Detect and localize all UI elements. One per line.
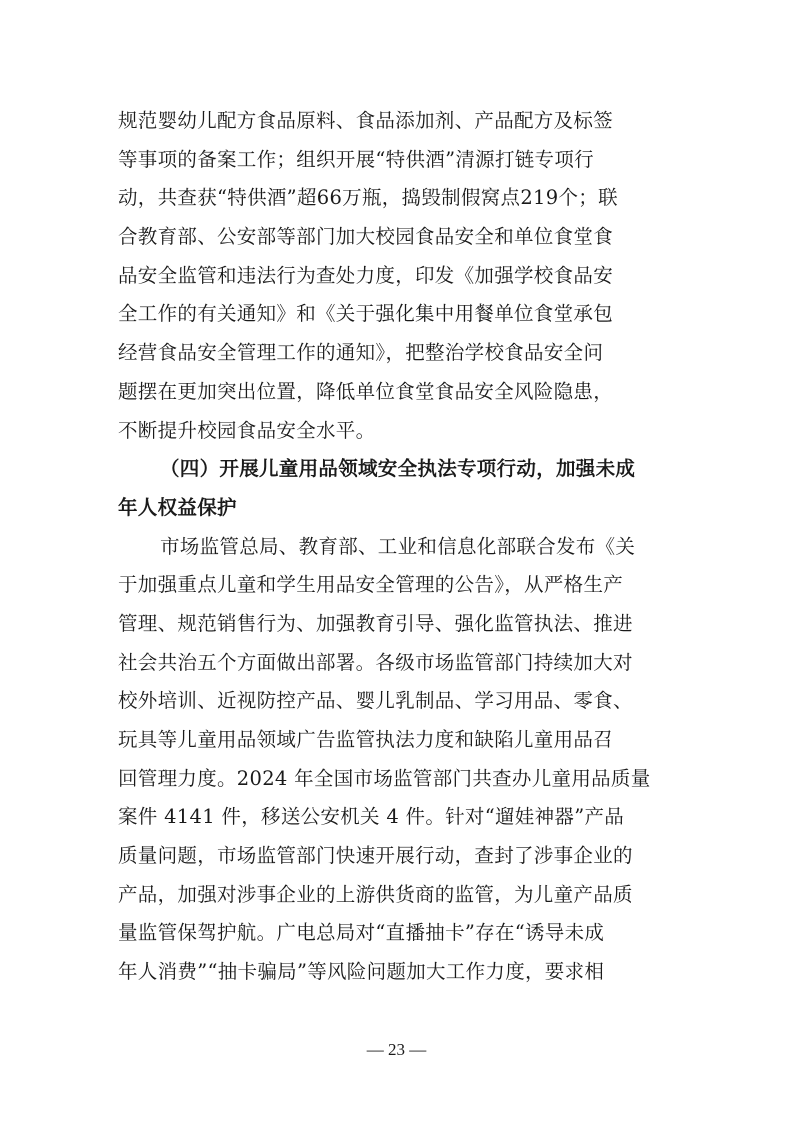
text-line: 质量问题，市场监管部门快速开展行动，查封了涉事企业的 [118, 844, 633, 868]
text-line: 于加强重点儿童和学生用品安全管理的公告》，从严格生产 [118, 573, 624, 597]
text-line: 社会共治五个方面做出部署。各级市场监管部门持续加大对 [118, 650, 633, 674]
document-body [118, 102, 678, 992]
text-line: 玩具等儿童用品领域广告监管执法力度和缺陷儿童用品召 [118, 728, 614, 751]
text-line: 品安全监管和违法行为查处力度，印发《加强学校食品安 [118, 263, 614, 287]
heading-line: 年人权益保护 [118, 495, 237, 519]
text-line: 量监管保驾护航。广电总局对“直播抽卡”存在“诱导未成 [118, 921, 605, 945]
text-line: 合教育部、公安部等部门加大校园食品安全和单位食堂食 [118, 225, 614, 249]
paragraph [118, 528, 678, 992]
text-line: 全工作的有关通知》和《关于强化集中用餐单位食堂承包 [118, 302, 614, 326]
text-line: 经营食品安全管理工作的通知》，把整治学校食品安全问 [118, 341, 604, 365]
text-line: 产品，加强对涉事企业的上游供货商的监管，为儿童产品质 [118, 882, 633, 906]
text-line: 校外培训、近视防控产品、婴儿乳制品、学习用品、零食、 [118, 689, 633, 713]
text-line: 动，共查获“特供酒”超66万瓶，捣毁制假窝点219个；联 [118, 186, 618, 210]
text-line: 管理、规范销售行为、加强教育引导、强化监管执法、推进 [118, 611, 633, 635]
paragraph-continued [118, 102, 678, 450]
page-number: — 23 — [366, 1040, 427, 1059]
text-line: 等事项的备案工作；组织开展“特供酒”清源打链专项行 [118, 147, 594, 171]
section-heading [118, 450, 678, 527]
text-line: 题摆在更加突出位置，降低单位食堂食品安全风险隐患， [118, 379, 614, 403]
text-line: 年人消费”“抽卡骗局”等风险问题加大工作力度，要求相 [118, 960, 605, 984]
text-line: 规范婴幼儿配方食品原料、食品添加剂、产品配方及标签 [118, 109, 614, 132]
heading-line: （四）开展儿童用品领域安全执法专项行动，加强未成 [160, 457, 636, 481]
text-line: 市场监管总局、教育部、工业和信息化部联合发布《关 [160, 534, 636, 558]
text-line: 案件 4141 件，移送公安机关 4 件。针对“遛娃神器”产品 [118, 805, 625, 829]
text-line: 回管理力度。2024 年全国市场监管部门共查办儿童用品质量 [118, 766, 651, 790]
text-line: 不断提升校园食品安全水平。 [118, 418, 376, 442]
